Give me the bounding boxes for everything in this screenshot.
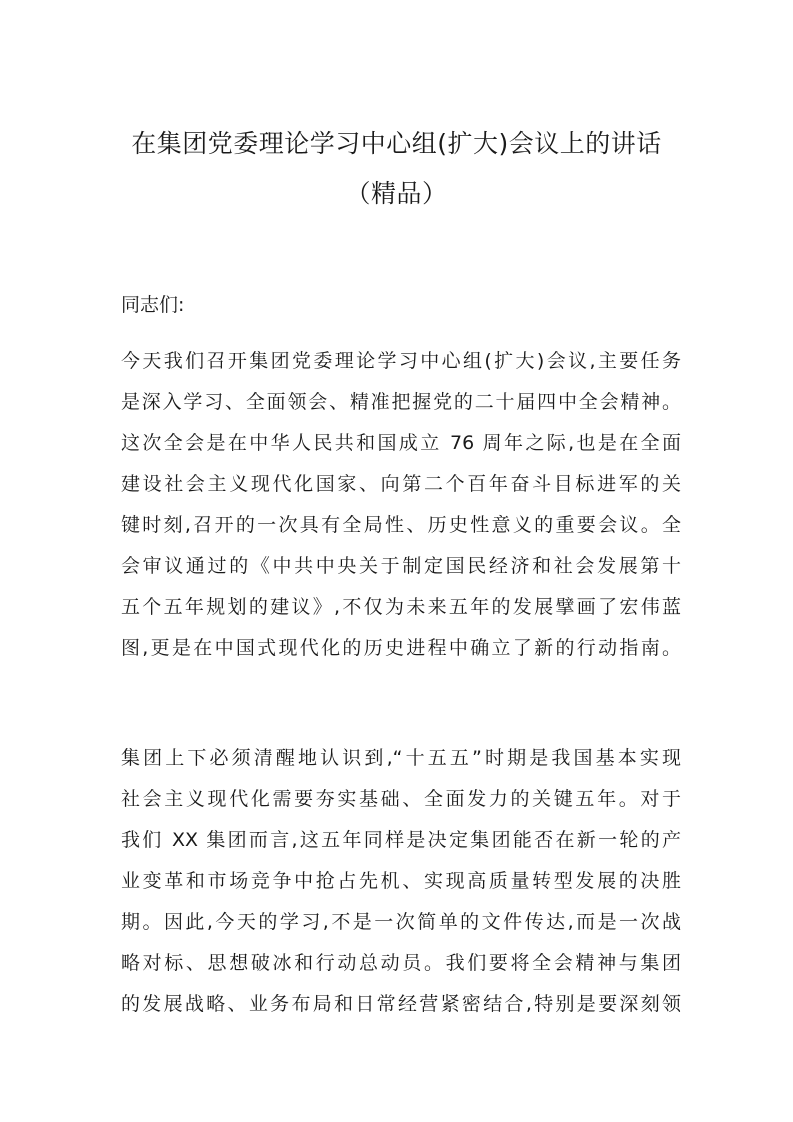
paragraph-line: 图,更是在中国式现代化的历史进程中确立了新的行动指南。: [121, 637, 681, 659]
paragraph-line: 会审议通过的《中共中央关于制定国民经济和社会发展第十: [121, 555, 681, 577]
paragraph-line: 我们 XX 集团而言,这五年同样是决定集团能否在新一轮的产: [121, 829, 681, 851]
paragraph-line: 键时刻,召开的一次具有全局性、历史性意义的重要会议。全: [121, 514, 681, 536]
paragraph-line: 集团上下必须清醒地认识到,“十五五”时期是我国基本实现: [121, 747, 681, 769]
paragraph-line: 今天我们召开集团党委理论学习中心组(扩大)会议,主要任务: [121, 350, 681, 372]
paragraph-line: 社会主义现代化需要夯实基础、全面发力的关键五年。对于: [121, 788, 681, 810]
paragraph-line: 是深入学习、全面领会、精准把握党的二十届四中全会精神。: [121, 391, 681, 413]
document-subtitle: （精品）: [345, 179, 448, 208]
paragraph-1: [121, 341, 681, 669]
paragraph-line: 业变革和市场竞争中抢占先机、实现高质量转型发展的决胜: [121, 870, 681, 892]
paragraph-line: 这次全会是在中华人民共和国成立 76 周年之际,也是在全面: [121, 432, 681, 454]
salutation: 同志们:: [121, 294, 185, 316]
document-title: 在集团党委理论学习中心组(扩大)会议上的讲话: [131, 129, 662, 158]
paragraph-line: 略对标、思想破冰和行动总动员。我们要将全会精神与集团: [121, 952, 681, 974]
paragraph-line: 的发展战略、业务布局和日常经营紧密结合,特别是要深刻领: [121, 993, 681, 1015]
paragraph-line: 期。因此,今天的学习,不是一次简单的文件传达,而是一次战: [121, 911, 681, 933]
paragraph-line: 五个五年规划的建议》,不仅为未来五年的发展擘画了宏伟蓝: [121, 596, 681, 618]
paragraph-line: 建设社会主义现代化国家、向第二个百年奋斗目标进军的关: [121, 473, 681, 495]
paragraph-2: [121, 738, 681, 1025]
